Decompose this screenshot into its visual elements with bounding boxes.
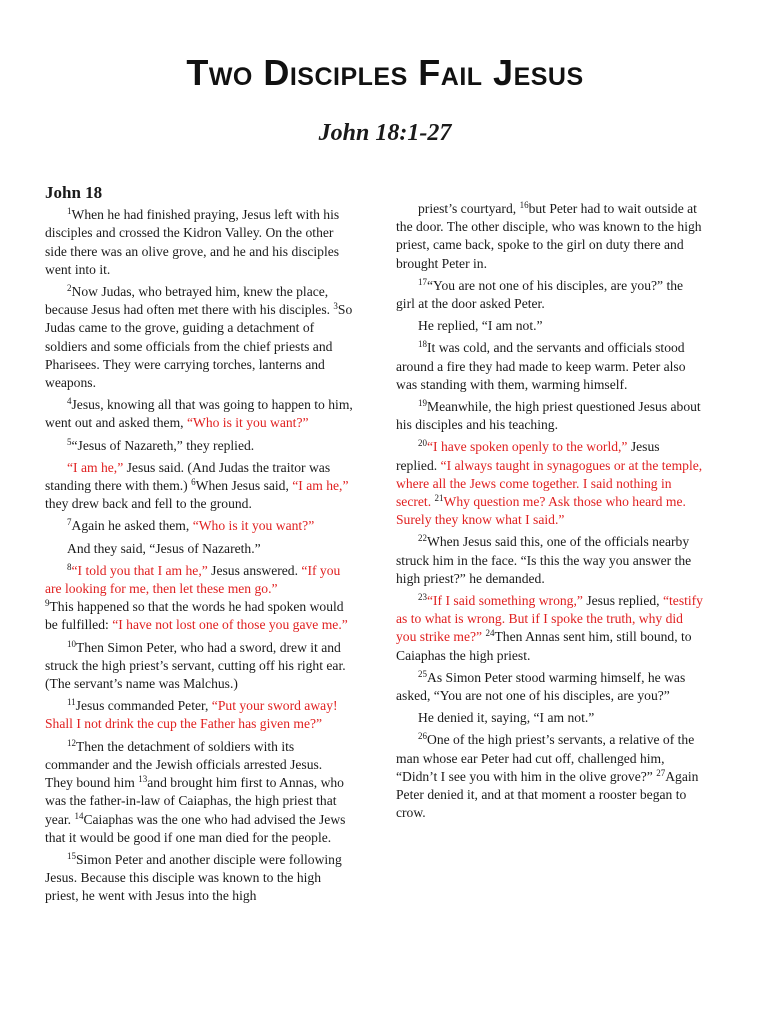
verse-text: priest’s courtyard,: [418, 201, 520, 216]
verse-text: Caiaphas was the one who had advised the Jews that it would be good if one man died for the people.: [45, 811, 346, 845]
page-title: Two Disciples Fail Jesus: [186, 52, 584, 93]
verse-number: 16: [519, 200, 529, 210]
verse-number: 8: [67, 561, 72, 572]
right-column: [396, 200, 704, 827]
verse-paragraph: [45, 396, 353, 432]
verse-number: 4: [67, 396, 72, 407]
verse-number: 20: [418, 438, 427, 449]
verse-text: but Peter had to wait outside at the door. The other disciple, who was known to the high priest, came back, spoke to the girl on duty there and brought Peter in.: [396, 201, 702, 271]
verse-number: 14: [74, 810, 84, 821]
verse-number: 24: [485, 628, 495, 639]
verse-number: 10: [67, 638, 76, 649]
verse-number: 26: [418, 731, 427, 742]
passage-reference: John 18:1-27: [318, 120, 452, 146]
verse-paragraph: [396, 438, 704, 529]
jesus-words: “I have not lost one of those you gave me.”: [112, 617, 348, 633]
verse-number: 5: [67, 436, 72, 447]
jesus-words: “I always taught in synagogues or at the temple, where all the Jews come together. I said nothing in secret.: [396, 457, 703, 510]
verse-number: 7: [67, 517, 72, 528]
jesus-words: “I told you that I am he,”: [71, 562, 208, 578]
verse-text: One of the high priest’s servants, a relative of the man whose ear Peter had cut off, challenged him, “Didn’t I see you with him in the olive grove?”: [396, 732, 695, 784]
verse-paragraph: [396, 339, 704, 394]
verse-number: 6: [191, 477, 196, 488]
verse-paragraph: [45, 437, 353, 455]
verse-paragraph: [45, 639, 353, 694]
verse-text: Then Simon Peter, who had a sword, drew it and struck the high priest’s servant, cutting off his right ear. (The servant’s name was Malchus.): [45, 639, 346, 692]
verse-number: 15: [67, 850, 76, 861]
verse-number: 13: [138, 774, 148, 785]
verse-paragraph: [396, 317, 704, 335]
verse-number: 21: [434, 493, 444, 504]
verse-paragraph: [45, 459, 353, 514]
verse-text: Again Peter denied it, and at that moment a rooster began to crow.: [396, 768, 699, 821]
verse-paragraph: [45, 738, 353, 847]
verse-number: 1: [67, 206, 72, 217]
verse-number: 3: [333, 301, 338, 312]
verse-text: He replied, “I am not.”: [418, 318, 543, 334]
jesus-words: “If I said something wrong,”: [427, 593, 583, 609]
verse-number: 11: [67, 697, 76, 708]
verse-text: As Simon Peter stood warming himself, he was asked, “You are not one of his disciples, are you?”: [396, 669, 686, 704]
verse-paragraph: [396, 533, 704, 588]
verse-number: 23: [418, 592, 427, 603]
verse-paragraph: [396, 709, 704, 727]
verse-paragraph: [396, 200, 704, 273]
verse-text: He denied it, saying, “I am not.”: [418, 710, 595, 726]
jesus-words: Why question me? Ask those who heard me. Surely they know what I said.”: [396, 494, 686, 528]
verse-text: they drew back and fell to the ground.: [45, 496, 252, 512]
verse-paragraph: [396, 731, 704, 822]
verse-text: Then the detachment of soldiers with its commander and the Jewish officials arrested Jesus. They bound him: [45, 738, 323, 791]
verse-text: Jesus replied,: [582, 593, 663, 609]
verse-text: Jesus, knowing all that was going to happen to him, went out and asked them,: [45, 397, 353, 431]
verse-paragraph: [45, 562, 353, 635]
jesus-words: “If you are looking for me, then let these men go.”: [45, 562, 341, 597]
verse-text: Jesus answered.: [207, 562, 302, 578]
verse-paragraph: [45, 697, 353, 733]
verse-text: Simon Peter and another disciple were following Jesus. Because this disciple was known to the high priest, he went with Jesus into the high: [45, 851, 342, 904]
verse-paragraph: [45, 283, 353, 392]
verse-text: When he had finished praying, Jesus left with his disciples and crossed the Kidron Valley. On the other side there was an olive grove, and he and his disciples went into it.: [45, 207, 340, 277]
verse-number: 12: [67, 737, 76, 748]
verse-number: 18: [418, 339, 427, 350]
verse-number: 2: [67, 283, 72, 294]
jesus-words: “I am he,”: [67, 459, 124, 475]
chapter-heading: John 18: [45, 183, 103, 202]
verse-text: Jesus commanded Peter,: [75, 698, 212, 714]
verse-text: And they said, “Jesus of Nazareth.”: [67, 540, 261, 556]
verse-text: Jesus said. (And Judas the traitor was standing there with them.): [45, 459, 331, 494]
left-column: [45, 184, 353, 910]
verse-text: “You are not one of his disciples, are you?” the girl at the door asked Peter.: [396, 277, 684, 312]
verse-text: Then Annas sent him, still bound, to Caiaphas the high priest.: [396, 629, 692, 663]
verse-text: “Jesus of Nazareth,” they replied.: [71, 437, 255, 453]
verse-paragraph: [45, 540, 353, 558]
verse-text: Now Judas, who betrayed him, knew the place, because Jesus had often met there with his disciples.: [45, 284, 334, 318]
verse-paragraph: [396, 669, 704, 705]
verse-paragraph: [45, 206, 353, 279]
jesus-words: “I have spoken openly to the world,”: [427, 439, 628, 455]
verse-paragraph: [396, 277, 704, 313]
jesus-words: “testify as to what is wrong. But if I spoke the truth, why did you strike me?”: [396, 593, 703, 645]
jesus-words: “Who is it you want?”: [192, 518, 315, 534]
verse-number: 19: [418, 398, 427, 409]
verse-text: Jesus replied.: [396, 439, 660, 473]
verse-text: When Jesus said this, one of the officials nearby struck him in the face. “Is this the way you answer the high priest?” he demanded.: [396, 534, 692, 586]
verse-text: It was cold, and the servants and officials stood around a fire they had made to keep warm. Peter also was standing with them, warming himself.: [396, 340, 686, 392]
verse-number: 25: [418, 668, 427, 679]
verse-paragraph: [45, 851, 353, 906]
verse-text: So Judas came to the grove, guiding a detachment of soldiers and some officials from the chief priests and Pharisees. They were carrying torches, lanterns and weapons.: [45, 302, 353, 391]
jesus-words: “Who is it you want?”: [186, 415, 309, 431]
verse-paragraph: [396, 398, 704, 434]
verse-text: This happened so that the words he had spoken would be fulfilled:: [45, 599, 344, 633]
verse-text: When Jesus said,: [195, 478, 293, 494]
jesus-words: “I am he,”: [292, 478, 349, 494]
verse-number: 27: [656, 767, 666, 778]
jesus-words: “Put your sword away! Shall I not drink the cup the Father has given me?”: [45, 698, 338, 732]
verse-paragraph: [45, 517, 353, 535]
verse-paragraph: [396, 592, 704, 665]
verse-text: Again he asked them,: [71, 518, 193, 534]
verse-number: 9: [45, 598, 50, 609]
verse-number: 17: [418, 276, 427, 287]
verse-text: Meanwhile, the high priest questioned Jesus about his disciples and his teaching.: [396, 399, 701, 433]
verse-number: 22: [418, 533, 427, 544]
verse-text: and brought him first to Annas, who was the father-in-law of Caiaphas, the high priest that year.: [45, 775, 344, 827]
